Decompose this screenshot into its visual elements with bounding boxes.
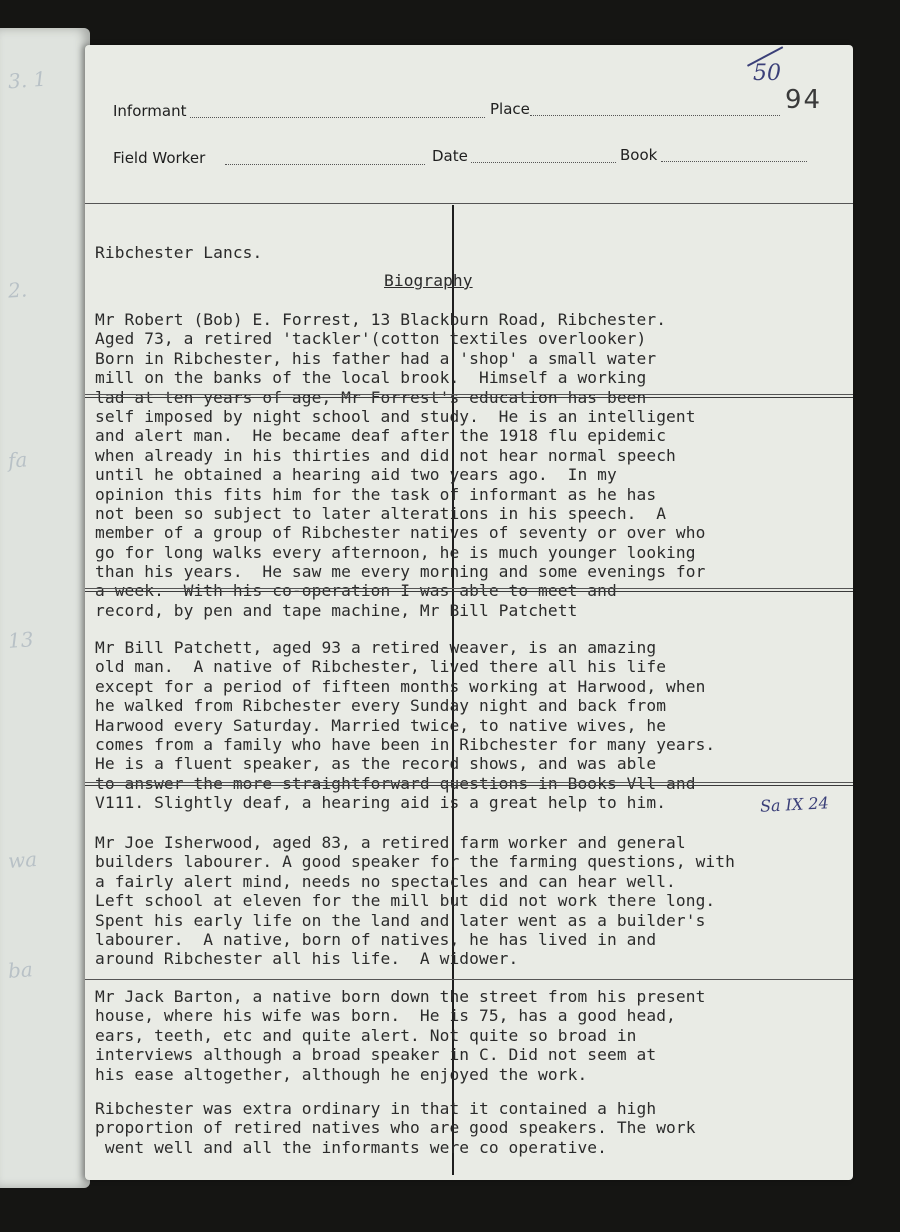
typed-line: interviews although a broad speaker in C. Did not seem at <box>95 1045 657 1065</box>
typed-line: not been so subject to later alterations in his speech. A <box>95 503 667 523</box>
typed-line: around Ribchester all his life. A widower. <box>95 949 519 969</box>
rule-line <box>85 394 853 395</box>
bleed-through-handwriting: 13 <box>7 627 35 653</box>
location-line: Ribchester Lancs. <box>95 243 263 262</box>
typed-line: went well and all the informants were co operative. <box>95 1137 607 1157</box>
typed-line: than his years. He saw me every morning and some evenings for <box>95 562 706 582</box>
field-worker-label: Field Worker <box>113 149 206 167</box>
typed-line: Spent his early life on the land and later went as a builder's <box>95 910 706 930</box>
typed-line: Mr Robert (Bob) E. Forrest, 13 Blackburn Road, Ribchester. <box>95 310 667 329</box>
rule-line <box>85 979 853 980</box>
typed-line: when already in his thirties and did not hear normal speech <box>95 445 676 465</box>
handwritten-annotation: Sa IX 24 <box>759 793 830 816</box>
typed-line: Ribchester was extra ordinary in that it contained a high <box>95 1099 657 1118</box>
typed-line: proportion of retired natives who are good speakers. The work <box>95 1118 696 1138</box>
paragraph-isherwood <box>95 833 735 969</box>
typed-line: ears, teeth, etc and quite alert. Not quite so broad in <box>95 1025 637 1045</box>
field-worker-field <box>225 164 425 165</box>
bleed-through-handwriting: wa <box>7 847 38 873</box>
typed-line: a fairly alert mind, needs no spectacles and can hear well. <box>95 871 676 891</box>
paragraph-forrest <box>95 310 705 620</box>
typed-line: until he obtained a hearing aid two years ago. In my <box>95 465 617 485</box>
rule-line <box>85 588 853 589</box>
strike-line <box>85 785 853 786</box>
date-field <box>471 162 616 163</box>
bleed-through-handwriting: ba <box>7 957 34 983</box>
place-label: Place <box>490 100 530 118</box>
date-label: Date <box>432 147 468 165</box>
paragraph-barton <box>95 987 705 1084</box>
typed-line: V111. Slightly deaf, a hearing aid is a great help to him. <box>95 793 667 813</box>
typed-line: lad at ten years of age, Mr Forrest's education has been <box>95 387 647 407</box>
typed-line: he walked from Ribchester every Sunday night and back from <box>95 696 667 716</box>
paragraph-patchett <box>95 638 715 813</box>
paragraph-summary <box>95 1099 696 1157</box>
book-field <box>661 161 807 162</box>
typed-line: his ease altogether, although he enjoyed the work. <box>95 1064 588 1084</box>
typed-line: go for long walks every afternoon, he is much younger looking <box>95 542 696 562</box>
typed-line: old man. A native of Ribchester, lived there all his life <box>95 657 667 677</box>
underlying-page <box>0 28 90 1188</box>
bleed-through-handwriting: 3. 1 <box>7 66 47 94</box>
typed-line: record, by pen and tape machine, Mr Bill Patchett <box>95 600 578 620</box>
bleed-through-handwriting: fa <box>7 447 29 473</box>
biography-heading: Biography <box>384 271 473 290</box>
typed-line: builders labourer. A good speaker for the farming questions, with <box>95 852 735 872</box>
typed-line: except for a period of fifteen months working at Harwood, when <box>95 676 706 696</box>
informant-label: Informant <box>113 102 187 120</box>
typed-line: member of a group of Ribchester natives of seventy or over who <box>95 523 706 543</box>
typed-line: Aged 73, a retired 'tackler'(cotton textiles overlooker) <box>95 329 647 349</box>
typed-line: mill on the banks of the local brook. Himself a working <box>95 368 647 388</box>
typed-line: to answer the more straightforward questions in Books Vll and <box>95 773 696 793</box>
book-label: Book <box>620 146 658 164</box>
strike-line <box>85 397 853 398</box>
typed-line: Left school at eleven for the mill but did not work there long. <box>95 891 716 911</box>
typed-line: comes from a family who have been in Ribchester for many years. <box>95 734 716 754</box>
page-number: 94 <box>785 85 823 115</box>
typed-line: Born in Ribchester, his father had a 'shop' a small water <box>95 348 657 368</box>
typed-line: Mr Jack Barton, a native born down the street from his present <box>95 987 706 1006</box>
typed-line: Mr Joe Isherwood, aged 83, a retired farm worker and general <box>95 833 686 852</box>
place-field <box>530 115 780 116</box>
typed-line: house, where his wife was born. He is 75, has a good head, <box>95 1006 676 1026</box>
typed-line: He is a fluent speaker, as the record shows, and was able <box>95 754 657 774</box>
typed-line: labourer. A native, born of natives, he has lived in and <box>95 929 657 949</box>
bleed-through-handwriting: 2. <box>7 277 28 303</box>
strike-line <box>85 591 853 592</box>
typed-line: Mr Bill Patchett, aged 93 a retired weaver, is an amazing <box>95 638 657 657</box>
old-page-number: 50 <box>753 61 781 86</box>
typed-line: and alert man. He became deaf after the 1918 flu epidemic <box>95 426 667 446</box>
typed-line: a week. With his co-operation I was able to meet and <box>95 581 617 601</box>
typed-line: self imposed by night school and study. He is an intelligent <box>95 406 696 426</box>
record-card <box>85 45 853 1180</box>
typed-line: Harwood every Saturday. Married twice, to native wives, he <box>95 715 667 735</box>
typed-line: opinion this fits him for the task of informant as he has <box>95 484 657 504</box>
rule-line <box>85 782 853 783</box>
header-divider <box>85 203 853 204</box>
informant-field <box>190 117 485 118</box>
